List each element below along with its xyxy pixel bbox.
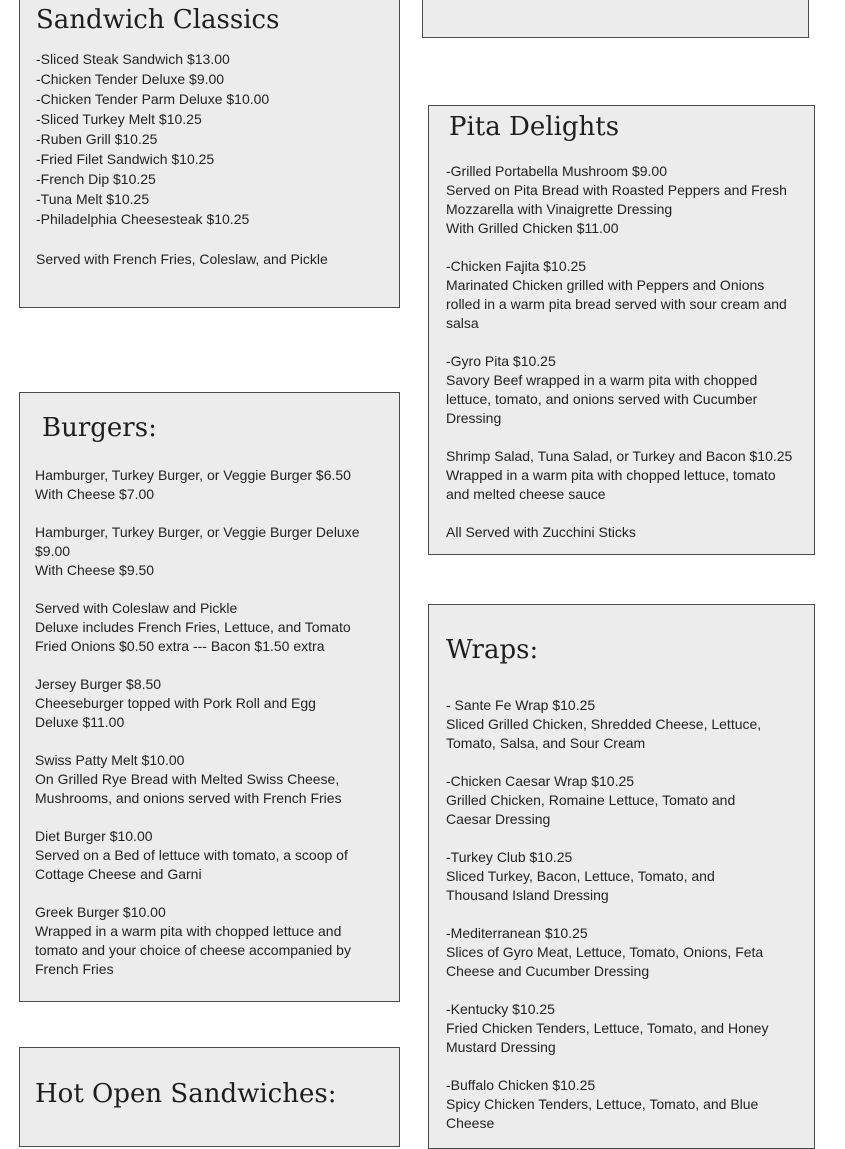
line-gap xyxy=(446,905,806,924)
menu-line: Mozzarella with Vinaigrette Dressing xyxy=(446,201,673,217)
menu-item: -Sliced Steak Sandwich $13.00 xyxy=(36,51,230,67)
line-gap xyxy=(446,981,806,1000)
menu-line: -Chicken Fajita $10.25 xyxy=(446,258,587,274)
menu-line: -Turkey Club $10.25 xyxy=(446,849,573,865)
sandwich-classics-title: Sandwich Classics xyxy=(36,5,280,35)
menu-line: -Buffalo Chicken $10.25 xyxy=(446,1077,596,1093)
menu-line: Deluxe includes French Fries, Lettuce, and Tomato xyxy=(35,619,351,635)
menu-line: Cheese and Cucumber Dressing xyxy=(446,963,650,979)
line-gap xyxy=(35,884,397,903)
menu-line: Hamburger, Turkey Burger, or Veggie Burger $6.50 xyxy=(35,467,351,483)
menu-line: Wrapped in a warm pita with chopped lettuce, tomato xyxy=(446,467,776,483)
line-gap xyxy=(35,580,397,599)
line-gap xyxy=(446,238,814,257)
line-gap xyxy=(446,753,806,772)
menu-line: Served with Coleslaw and Pickle xyxy=(35,600,238,616)
line-gap xyxy=(35,732,397,751)
menu-line: Sliced Turkey, Bacon, Lettuce, Tomato, and xyxy=(446,868,715,884)
pita-delights-title: Pita Delights xyxy=(449,112,620,142)
menu-line: rolled in a warm pita bread served with sour cream and xyxy=(446,296,787,312)
menu-line: Sliced Grilled Chicken, Shredded Cheese, Lettuce, xyxy=(446,716,762,732)
menu-line: Served on Pita Bread with Roasted Peppers and Fresh xyxy=(446,182,787,198)
hot-open-sandwiches-title: Hot Open Sandwiches: xyxy=(35,1079,337,1109)
menu-line: Cheeseburger topped with Pork Roll and Egg xyxy=(35,695,316,711)
menu-line: With Cheese $9.50 xyxy=(35,562,155,578)
menu-item: -Tuna Melt $10.25 xyxy=(36,191,150,207)
pita-delights-list xyxy=(446,162,814,542)
menu-line: With Cheese $7.00 xyxy=(35,486,155,502)
menu-line: -Kentucky $10.25 xyxy=(446,1001,555,1017)
line-gap xyxy=(446,504,814,523)
line-gap xyxy=(446,333,814,352)
menu-line: Hamburger, Turkey Burger, or Veggie Burger Deluxe xyxy=(35,524,360,540)
menu-line: salsa xyxy=(446,315,479,331)
menu-item: -Fried Filet Sandwich $10.25 xyxy=(36,151,215,167)
menu-line: - Sante Fe Wrap $10.25 xyxy=(446,697,596,713)
menu-line: Thousand Island Dressing xyxy=(446,887,609,903)
hot-open-sandwiches-section xyxy=(19,1047,400,1147)
menu-line: -Grilled Portabella Mushroom $9.00 xyxy=(446,163,667,179)
menu-line: On Grilled Rye Bread with Melted Swiss Cheese, xyxy=(35,771,340,787)
menu-item: -Ruben Grill $10.25 xyxy=(36,131,158,147)
menu-line: Cheese xyxy=(446,1115,495,1131)
menu-line: Greek Burger $10.00 xyxy=(35,904,166,920)
menu-line: French Fries xyxy=(35,961,114,977)
burgers-title: Burgers: xyxy=(42,413,157,443)
pita-delights-section xyxy=(428,105,815,555)
sandwich-classics-list xyxy=(36,49,391,269)
menu-line: Deluxe $11.00 xyxy=(35,714,125,730)
wraps-title: Wraps: xyxy=(446,635,539,665)
menu-item: -French Dip $10.25 xyxy=(36,171,156,187)
menu-item: -Chicken Tender Deluxe $9.00 xyxy=(36,71,225,87)
burgers-section xyxy=(19,392,400,1002)
partial-top-box xyxy=(422,0,809,38)
menu-line: $9.00 xyxy=(35,543,71,559)
line-gap xyxy=(35,808,397,827)
wraps-section xyxy=(428,604,815,1149)
menu-line: Shrimp Salad, Tuna Salad, or Turkey and Bacon $10.25 xyxy=(446,448,793,464)
line-gap xyxy=(446,428,814,447)
menu-line: Fried Chicken Tenders, Lettuce, Tomato, and Honey xyxy=(446,1020,769,1036)
line-gap xyxy=(35,504,397,523)
menu-line: Marinated Chicken grilled with Peppers and Onions xyxy=(446,277,765,293)
menu-line: -Gyro Pita $10.25 xyxy=(446,353,556,369)
menu-line: Jersey Burger $8.50 xyxy=(35,676,162,692)
menu-line: Cottage Cheese and Garni xyxy=(35,866,202,882)
menu-line: Fried Onions $0.50 extra --- Bacon $1.50 extra xyxy=(35,638,325,654)
menu-line: Wrapped in a warm pita with chopped lettuce and xyxy=(35,923,342,939)
menu-line: Served on a Bed of lettuce with tomato, a scoop of xyxy=(35,847,348,863)
menu-line: Dressing xyxy=(446,410,502,426)
wraps-list xyxy=(446,696,806,1133)
sandwich-classics-section xyxy=(19,0,400,308)
menu-line: Tomato, Salsa, and Sour Cream xyxy=(446,735,646,751)
menu-line: -Mediterranean $10.25 xyxy=(446,925,588,941)
burgers-list xyxy=(35,466,397,979)
menu-line: Caesar Dressing xyxy=(446,811,551,827)
line-gap xyxy=(446,829,806,848)
menu-line: Diet Burger $10.00 xyxy=(35,828,153,844)
menu-item: -Chicken Tender Parm Deluxe $10.00 xyxy=(36,91,270,107)
menu-line: tomato and your choice of cheese accompanied by xyxy=(35,942,351,958)
menu-line: Grilled Chicken, Romaine Lettuce, Tomato and xyxy=(446,792,736,808)
menu-line: With Grilled Chicken $11.00 xyxy=(446,220,619,236)
line-gap xyxy=(446,1057,806,1076)
menu-line: lettuce, tomato, and onions served with Cucumber xyxy=(446,391,758,407)
menu-line: Slices of Gyro Meat, Lettuce, Tomato, Onions, Feta xyxy=(446,944,764,960)
menu-item: -Philadelphia Cheesesteak $10.25 xyxy=(36,211,250,227)
menu-line: Swiss Patty Melt $10.00 xyxy=(35,752,185,768)
menu-line: -Chicken Caesar Wrap $10.25 xyxy=(446,773,635,789)
menu-line: All Served with Zucchini Sticks xyxy=(446,524,636,540)
menu-item: -Sliced Turkey Melt $10.25 xyxy=(36,111,202,127)
menu-line: Mushrooms, and onions served with French Fries xyxy=(35,790,342,806)
menu-line: and melted cheese sauce xyxy=(446,486,606,502)
line-gap xyxy=(35,656,397,675)
section-note: Served with French Fries, Coleslaw, and Pickle xyxy=(36,251,328,267)
menu-line: Mustard Dressing xyxy=(446,1039,556,1055)
menu-line: Savory Beef wrapped in a warm pita with chopped xyxy=(446,372,758,388)
menu-line: Spicy Chicken Tenders, Lettuce, Tomato, and Blue xyxy=(446,1096,759,1112)
